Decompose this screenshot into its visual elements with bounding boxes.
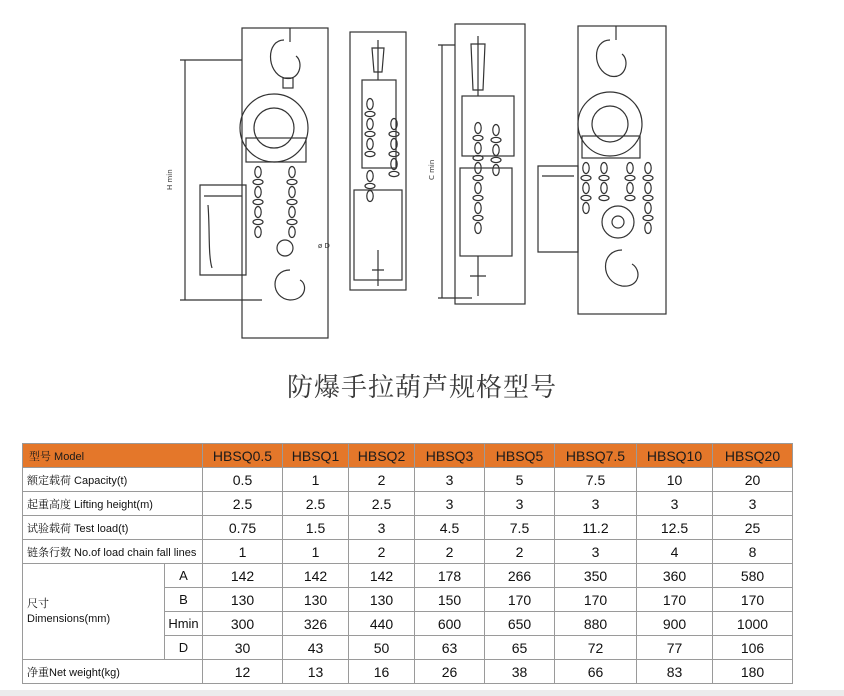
table-cell: 1 — [203, 540, 283, 564]
table-cell: 5 — [485, 468, 555, 492]
dimension-sub-label: B — [165, 588, 203, 612]
table-cell: 170 — [713, 588, 793, 612]
column-header: HBSQ1 — [283, 444, 349, 468]
table-cell: 4.5 — [415, 516, 485, 540]
table-cell: 266 — [485, 564, 555, 588]
table-cell: 1 — [283, 540, 349, 564]
table-cell: 440 — [349, 612, 415, 636]
table-cell: 3 — [349, 516, 415, 540]
row-label: 净重Net weight(kg) — [23, 660, 203, 684]
table-cell: 26 — [415, 660, 485, 684]
column-header: HBSQ20 — [713, 444, 793, 468]
table-cell: 10 — [637, 468, 713, 492]
column-header: HBSQ0.5 — [203, 444, 283, 468]
row-label: 额定载荷 Capacity(t) — [23, 468, 203, 492]
table-cell: 3 — [485, 492, 555, 516]
table-cell: 0.75 — [203, 516, 283, 540]
row-label: 试验载荷 Test load(t) — [23, 516, 203, 540]
table-cell: 130 — [203, 588, 283, 612]
table-cell: 50 — [349, 636, 415, 660]
table-cell: 3 — [713, 492, 793, 516]
hoist-front-view-double — [538, 26, 666, 314]
table-cell: 326 — [283, 612, 349, 636]
dimensions-label-cn: 尺寸 — [27, 597, 49, 610]
table-row — [23, 516, 793, 540]
table-cell: 12.5 — [637, 516, 713, 540]
table-cell: 65 — [485, 636, 555, 660]
table-cell: 3 — [555, 492, 637, 516]
table-cell: 2 — [349, 468, 415, 492]
table-header-row — [23, 444, 793, 468]
table-cell: 350 — [555, 564, 637, 588]
table-cell: 83 — [637, 660, 713, 684]
table-row-weight — [23, 660, 793, 684]
hoist-side-view-large — [438, 24, 525, 304]
column-header-model: 型号 Model — [23, 444, 203, 468]
dimension-sub-label: D — [165, 636, 203, 660]
table-cell: 106 — [713, 636, 793, 660]
table-row — [23, 468, 793, 492]
table-cell: 300 — [203, 612, 283, 636]
hoist-side-large-chains — [473, 123, 501, 234]
table-cell: 880 — [555, 612, 637, 636]
table-cell: 142 — [203, 564, 283, 588]
table-cell: 4 — [637, 540, 713, 564]
table-cell: 13 — [283, 660, 349, 684]
table-cell: 178 — [415, 564, 485, 588]
phi-d-label-1: ø D — [318, 242, 330, 250]
dimensions-label — [23, 564, 165, 660]
hoist-front-chains — [253, 167, 297, 238]
table-cell: 0.5 — [203, 468, 283, 492]
hoist-side-view — [350, 32, 406, 290]
table-cell: 43 — [283, 636, 349, 660]
table-cell: 63 — [415, 636, 485, 660]
spec-table-body — [23, 444, 793, 684]
table-cell: 2 — [349, 540, 415, 564]
table-cell: 8 — [713, 540, 793, 564]
bottom-divider — [0, 690, 844, 696]
table-cell: 72 — [555, 636, 637, 660]
table-cell: 30 — [203, 636, 283, 660]
table-cell: 650 — [485, 612, 555, 636]
table-row-dimension — [23, 564, 793, 588]
table-row — [23, 492, 793, 516]
table-cell: 1.5 — [283, 516, 349, 540]
table-cell: 2 — [485, 540, 555, 564]
table-cell: 25 — [713, 516, 793, 540]
table-cell: 142 — [283, 564, 349, 588]
cmin-label: C min — [428, 159, 436, 180]
table-cell: 12 — [203, 660, 283, 684]
table-cell: 2.5 — [349, 492, 415, 516]
table-cell: 1000 — [713, 612, 793, 636]
table-cell: 3 — [415, 468, 485, 492]
spec-table — [22, 443, 793, 684]
table-cell: 3 — [555, 540, 637, 564]
table-cell: 7.5 — [555, 468, 637, 492]
column-header: HBSQ7.5 — [555, 444, 637, 468]
hmin-label-1: H min — [166, 169, 174, 190]
table-cell: 3 — [637, 492, 713, 516]
table-row — [23, 540, 793, 564]
table-cell: 3 — [415, 492, 485, 516]
table-cell: 2 — [415, 540, 485, 564]
hoist-side-chains — [365, 99, 399, 202]
table-cell: 170 — [555, 588, 637, 612]
column-header: HBSQ3 — [415, 444, 485, 468]
column-header: HBSQ10 — [637, 444, 713, 468]
column-header: HBSQ2 — [349, 444, 415, 468]
table-cell: 900 — [637, 612, 713, 636]
table-cell: 170 — [637, 588, 713, 612]
hoist-front-view — [180, 28, 328, 338]
table-cell: 38 — [485, 660, 555, 684]
table-cell: 7.5 — [485, 516, 555, 540]
table-cell: 77 — [637, 636, 713, 660]
row-label: 起重高度 Lifting height(m) — [23, 492, 203, 516]
table-cell: 600 — [415, 612, 485, 636]
table-cell: 2.5 — [203, 492, 283, 516]
table-cell: 11.2 — [555, 516, 637, 540]
hoist-front-double-chains — [581, 163, 653, 234]
column-header: HBSQ5 — [485, 444, 555, 468]
table-cell: 20 — [713, 468, 793, 492]
page-title: 防爆手拉葫芦规格型号 — [286, 373, 557, 403]
table-cell: 180 — [713, 660, 793, 684]
table-cell: 130 — [349, 588, 415, 612]
table-cell: 150 — [415, 588, 485, 612]
table-cell: 170 — [485, 588, 555, 612]
dimensions-label-en: Dimensions(mm) — [27, 612, 111, 625]
dimension-sub-label: Hmin — [165, 612, 203, 636]
table-cell: 66 — [555, 660, 637, 684]
row-label: 链条行数 No.of load chain fall lines — [23, 540, 203, 564]
table-cell: 580 — [713, 564, 793, 588]
table-cell: 16 — [349, 660, 415, 684]
table-cell: 360 — [637, 564, 713, 588]
table-cell: 1 — [283, 468, 349, 492]
table-cell: 130 — [283, 588, 349, 612]
table-cell: 142 — [349, 564, 415, 588]
dimension-sub-label: A — [165, 564, 203, 588]
table-cell: 2.5 — [283, 492, 349, 516]
